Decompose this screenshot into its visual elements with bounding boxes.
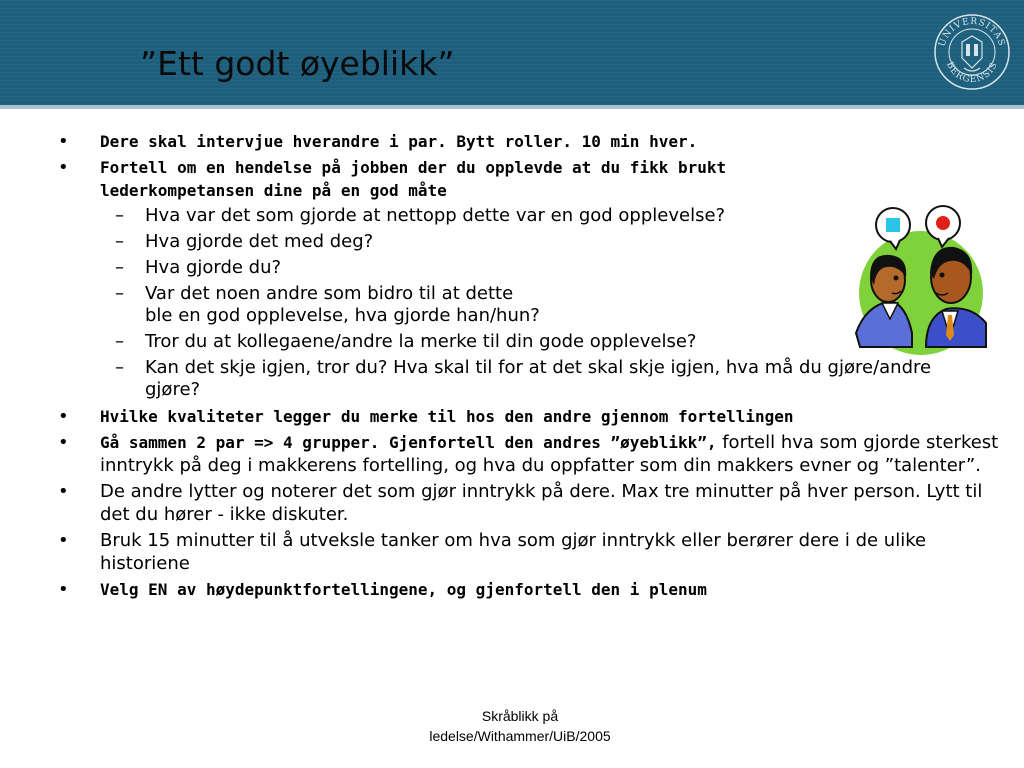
bullet-text: Bruk 15 minutter til å utveksle tanker om hva som gjør inntrykk eller berører dere i de ulike historiene <box>100 530 927 574</box>
bullet-mark: • <box>58 481 69 502</box>
bullet-text: Hvilke kvaliteter legger du merke til hos den andre gjennom fortellingen <box>100 407 794 426</box>
bullet-mark: • <box>58 157 69 178</box>
university-seal-logo <box>932 12 1012 92</box>
subbullet-mark: – <box>115 283 124 304</box>
slide-footer <box>380 706 660 746</box>
subbullet-mark: – <box>115 357 124 378</box>
subbullet-text-line2: ble en god opplevelse, hva gjorde han/hun? <box>145 305 540 326</box>
bullet-mark: • <box>58 432 69 453</box>
slide-title: ”Ett godt øyeblikk” <box>140 44 455 83</box>
bullet-text: Fortell om en hendelse på jobben der du opplevde at du fikk brukt lederkompetansen dine på en god måte <box>100 158 727 200</box>
subbullet-text: Kan det skje igjen, tror du? Hva skal til for at det skal skje igjen, hva må du gjøre/andre gjøre? <box>145 357 932 400</box>
svg-text:UNIVERSITAS <box>938 17 1007 48</box>
bullet-item <box>58 578 1008 601</box>
bullet-item <box>58 431 1008 477</box>
bullet-item <box>58 480 1008 526</box>
conversation-clipart <box>846 205 996 355</box>
bullet-mark: • <box>58 131 69 152</box>
slide-content <box>58 130 1008 604</box>
svg-text:BERGENSIS <box>944 60 1000 85</box>
bullet-text: Dere skal intervjue hverandre i par. Bytt roller. 10 min hver. <box>100 132 698 151</box>
footer-line-1: Skråblikk på <box>481 708 559 724</box>
subbullet-text: Hva gjorde det med deg? <box>145 231 374 252</box>
bullet-text: De andre lytter og noterer det som gjør inntrykk på dere. Max tre minutter på hver person. Lytt til det du hører - ikke diskuter. <box>100 481 983 525</box>
seal-text-bottom: BERGENSIS <box>944 60 1000 86</box>
bullet-mark: • <box>58 406 69 427</box>
bullet-bold-text: Gå sammen 2 par => 4 grupper. Gjenfortell den andres ”øyeblikk”, <box>100 433 717 452</box>
subbullet-mark: – <box>115 231 124 252</box>
seal-text-top: UNIVERSITAS <box>937 16 1007 48</box>
bullet-item <box>58 405 1008 428</box>
bullet-mark: • <box>58 579 69 600</box>
footer-line-2: ledelse/Withammer/UiB/2005 <box>429 728 611 744</box>
subbullet-item <box>58 357 965 401</box>
subbullet-text: Hva var det som gjorde at nettopp dette var en god opplevelse? <box>145 205 726 226</box>
bullet-item <box>58 529 1008 575</box>
subbullet-mark: – <box>115 257 124 278</box>
bullet-text: Velg EN av høydepunktfortellingene, og gjenfortell den i plenum <box>100 580 707 599</box>
subbullet-text: Tror du at kollegaene/andre la merke til din gode opplevelse? <box>145 331 697 352</box>
bullet-item <box>58 156 840 202</box>
subbullet-mark: – <box>115 331 124 352</box>
bullet-text: fortell hva som gjorde sterkest inntrykk på deg i makkerens fortelling, og hva du oppfatter som din makkers evner og ”talenter”. <box>100 432 999 476</box>
subbullet-text-line1: Var det noen andre som bidro til at dette <box>145 283 514 304</box>
bullet-item <box>58 130 1008 153</box>
subbullet-mark: – <box>115 205 124 226</box>
bullet-mark: • <box>58 530 69 551</box>
subbullet-text: Hva gjorde du? <box>145 257 282 278</box>
header-rule <box>0 105 1024 109</box>
